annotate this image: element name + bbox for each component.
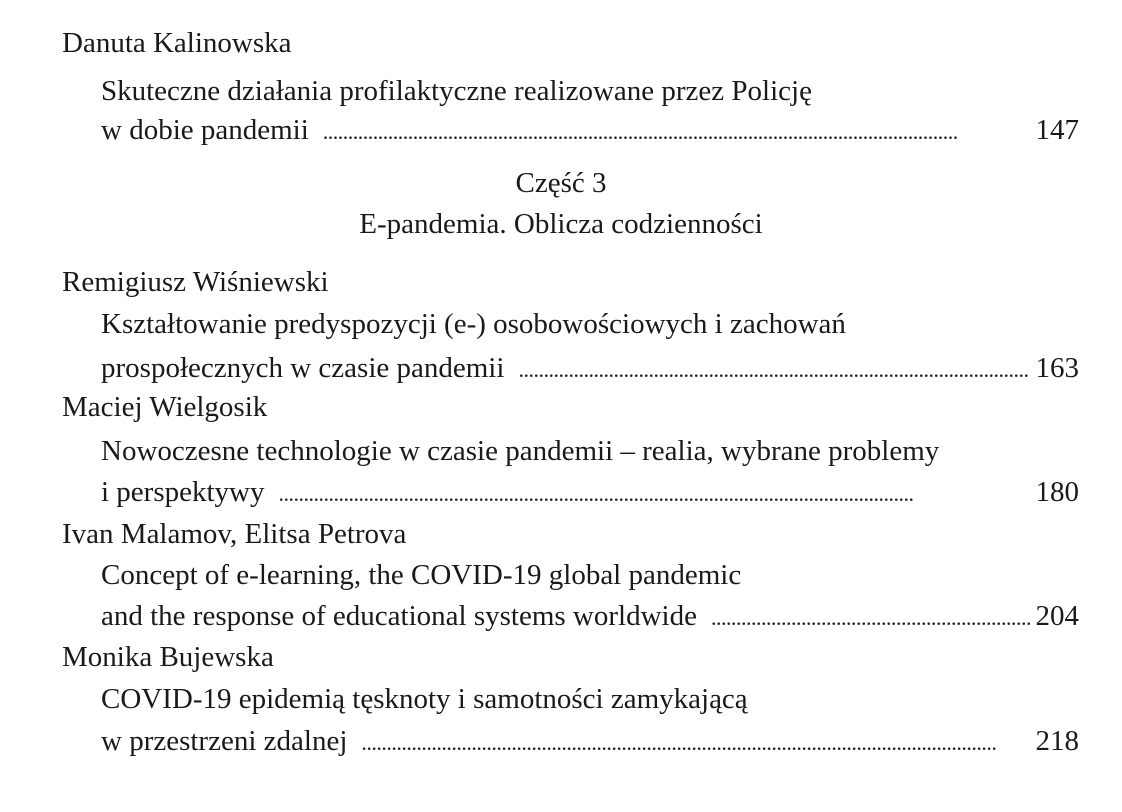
toc-author: Remigiusz Wiśniewski <box>62 266 329 298</box>
dot-leader <box>711 607 1030 629</box>
toc-page-number: 180 <box>1035 476 1079 508</box>
part-title: E-pandemia. Oblicza codzienności <box>359 208 763 240</box>
toc-title-line: w przestrzeni zdalnej <box>101 725 348 757</box>
toc-author: Maciej Wielgosik <box>62 391 268 423</box>
dot-leader <box>361 732 1029 754</box>
toc-title-line: Skuteczne działania profilaktyczne realizowane przez Policję <box>101 75 812 107</box>
toc-title-line: Nowoczesne technologie w czasie pandemii – realia, wybrane problemy <box>101 435 940 467</box>
toc-title-line: Kształtowanie predyspozycji (e-) osobowościowych i zachowań <box>101 308 846 340</box>
dot-leader <box>279 483 1030 505</box>
part-label: Część 3 <box>515 167 607 199</box>
toc-page-number: 147 <box>1035 114 1079 146</box>
toc-entry-last-line[interactable] <box>101 116 1079 145</box>
toc-entry-last-line[interactable] <box>101 478 1079 507</box>
toc-author: Ivan Malamov, Elitsa Petrova <box>62 518 407 550</box>
toc-page-number: 204 <box>1035 600 1079 632</box>
toc-title-line: w dobie pandemii <box>101 114 309 146</box>
toc-entry-last-line[interactable] <box>101 354 1079 383</box>
toc-title-line: Concept of e-learning, the COVID-19 global pandemic <box>101 559 742 591</box>
dot-leader <box>323 121 1030 143</box>
toc-entry-last-line[interactable] <box>101 727 1079 756</box>
toc-entry-last-line[interactable] <box>101 602 1079 631</box>
toc-title-line: i perspektywy <box>101 476 265 508</box>
toc-author: Monika Bujewska <box>62 641 274 673</box>
toc-page-number: 163 <box>1035 352 1079 384</box>
dot-leader <box>518 359 1029 381</box>
toc-title-line: and the response of educational systems worldwide <box>101 600 697 632</box>
toc-title-line: prospołecznych w czasie pandemii <box>101 352 505 384</box>
toc-page-number: 218 <box>1035 725 1079 757</box>
toc-author: Danuta Kalinowska <box>62 27 292 59</box>
toc-title-line: COVID-19 epidemią tęsknoty i samotności zamykającą <box>101 683 748 715</box>
